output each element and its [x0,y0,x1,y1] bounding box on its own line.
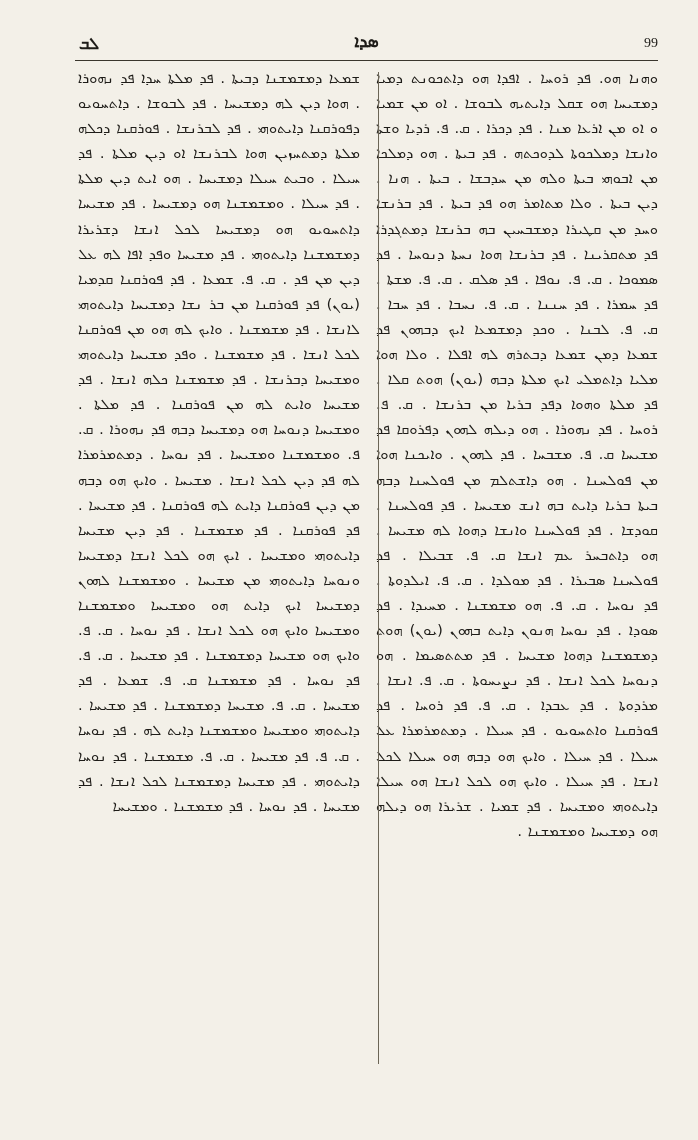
page-header [75,30,658,60]
right-column-text: ܘܗܢܐ ܗܘ. ܦܕ ܪܘܚܐ . ܐܦܕܐ ܗܘ ܕܐܬܟܘܢܬ ܕܡܝܐ ܕܡܫܝܚܐ ܗܘ ܫܩܠ ܕܐܝܬܝܗ ܠܒܘܫܐ . ܐܘ ܡܢ ܫܡܝܐ ܘ ܐܘ ܡܢ ܐܪܥܐ ܡܢܐ . ܦܕ ܕܟܪܐ . ܩ. ܦ. ܪܕܝܐ ܘܫܬܐ ܘܐܢܫܐ ܕܡܠܟܘܬܐ ܠܕܘܟܬܗ . ܦܕ ܒܝܬܐ . ܗܘ ܕܡܠܟܐ ܡܢ ܐܒܘܗܝ ܒܝܬܐ ܘܠܗ ܡܢ ܚܕܒܫܐ . ܒܝܬܐ . ܗܢܐ . ܕܝܢ ܒܝܬܐ . ܘܠܐ ܡܬܐܡܪ ܗܘ ܦܕ ܒܝܬܐ . ܦܕ ܒܪܢܫܐ ܘܚܕ ܡܢ ܩܛܝܪܐ ܕܡܫܒܚܝܢ ܒܗ ܒܪܢܫܐ ܕܡܬܓܕܪܐ ܦܕ ܡܬܩܪܝܢܐ . ܦܕ ܒܪܢܫܐ ܗܘܐ ܢܚܬܐ ܕܢܘܚܐ . ܦܕ ܣܡܘܟܐ . ܩ. ܦ. ܢܘܦܐ . ܦܕ ܣܠܩ . ܩ. ܦ. ܡܫܬܐ . ܦܕ ܚܡܪܐ . ܦܕ ܚܢܢܐ . ܩ. ܦ. ܢܚܒܐ . ܦܕ ܚܒܐ . ܩ. ܦ. ܠܒܢܐ . ܘܟܕ ܕܡܫܡܥܐ ܐܝܟ ܕܒܗܘܢ ܦܕ ܫܡܥܐ ܕܡܢ ܫܡܥܐ ܕܒܬܪܗ ܠܗ ܐܦܠܐ . ܘܠܐ ܗܘܐ ܡܠܝܐ ܕܐܬܡܠܝ ܐܝܟ ܡܠܬܐ ܕܒܗ (ܝܘܢ) ܗܘܬ ܩܠܐ . ܦܕ ܡܠܬܐ ܘܗܘܐ ܕܦܕ ܒܪܝܐ ܡܢ ܒܪܢܫܐ . ܩ. ܦ. ܪܘܚܐ . ܦܕ ܢܗܘܪܐ . ܗܘ ܕܝܠܗ ܠܗܘܢ ܕܦܪܘܩܐ ܦܕ ܡܫܝܚܐ ܩ. ܦ. ܡܫܒܚܐ . ܦܕ ܠܗܘܢ . ܘܐܝܟܢܐ ܗܘܐ ܡܢ ܦܘܠܚܢܐ . ܗܘ ܕܐܫܬܠܡ ܡܢ ܦܘܠܚܢܐ ܕܒܗ ܒܝܬܐ ܒܪܝܐ ܕܐܝܬ ܒܗ ܐܢܫ ܡܫܝܚܐ . ܦܕ ܦܘܠܚܢܐ . ܩܘܕܫܐ . ܦܕ ܦܘܠܚܢܐ ܘܐܢܫܐ ܕܗܘܐ ܠܗ ܡܫܝܚܐ . ܗܘ ܕܐܬܒܚܪ ܥܡ ܐܢܫܐ ܩ. ܦ. ܫܒܝܠܐ . ܦܕ ܦܘܠܚܢܐ ܣܒܝܪܐ . ܦܕ ܡܘܠܕܐ . ܩ. ܦ. ܐܝܠܕܘܬܐ . ܦܕ ܢܘܚܐ . ܩ. ܦ. ܗܘ ܡܫܡܫܢܐ . ܡܚܝܕܐ . ܦܕ ܣܘܕܐ . ܦܕ ܢܘܚܐ ܗܢܘܢ ܕܐܝܬ ܒܗܘܢ (ܝܘܢ) ܗܘܬ ܕܡܫܡܫܢܐ ܕܗܘܐ ܡܫܝܚܐ . ܦܕ ܡܬܬܣܝܡܐ . ܗܘ ܕܢܘܚܐ ܠܟܠ ܐܢܫܐ . ܦܕ ܢܨܝܚܘܬܐ . ܩ. ܦ. ܐܢܫܐ . ܡܪܕܘܬܐ . ܦܕ ܥܒܕܐ . ܩ. ܦ. ܦܕ ܪܘܚܐ . ܦܕ ܦܘܪܩܢܐ ܘܐܬܚܘܝܘ . ܦܕ ܚܝܠܐ . ܕܡܬܡܪܡܪܐ ܥܠ ܚܝܠܐ . ܦܕ ܚܝܠܐ . ܘܐܝܟ ܗܘ ܕܒܗ ܗܘ ܚܝܠܐ ܠܟܠ ܐܢܫܐ . ܦܕ ܚܝܠܐ . ܘܐܝܟ ܗܘ ܠܟܠ ܐܢܫܐ ܗܘ ܚܝܠܐ ܕܐܝܬܘܗܝ ܘܡܫܝܚܐ . ܦܕ ܫܡܝܐ . ܫܪܝܪܐ ܗܘ ܕܝܠܗ ܗܘ ܕܡܫܝܚܐ ܘܡܫܡܫܢܐ . [376,70,658,840]
header-rule [75,60,658,61]
text-columns [78,66,658,1104]
column-divider [378,72,379,1064]
signature-marker: ܠܒ [79,34,100,53]
right-column [376,66,658,1104]
left-column-text: ܫܡܥܐ ܕܡܫܡܫܢܐ ܕܒܝܬܐ . ܦܕ ܡܠܬܐ ܚܕܐ ܦܕ ܢܗܘܪܐ . ܗܘܐ ܕܝܢ ܠܗ ܕܡܫܝܚܐ . ܦܕ ܠܒܘܫܐ . ܕܐܬܚܘܝܘ ܕܦܘܪܩܢܐ ܕܐܝܬܘܗܝ . ܦܕ ܠܒܪܢܫܐ . ܦܘܪܩܢܐ ܕܟܠܗ ܡܠܬܐ ܕܡܬܚܙܝܢ ܗܘܐ ܠܒܪܢܫܐ ܐܘ ܕܝܢ ܡܠܬܐ . ܦܕ ܚܝܠܐ . ܘܒܝܬ ܚܝܠܐ ܕܡܫܝܚܐ . ܗܘ ܐܝܬ ܕܝܢ ܡܠܬܐ . ܦܕ ܚܝܠܐ . ܘܡܫܡܫܢܐ ܗܘ ܕܡܫܝܚܐ . ܦܕ ܡܫܝܚܐ ܕܐܬܚܘܝܘ ܗܘ ܕܡܫܝܚܐ ܠܟܠ ܐܢܫܐ ܕܫܪܝܪܐ ܕܡܫܡܫܢܐ ܕܐܝܬܘܗܝ . ܦܕ ܡܫܝܚܐ ܘܦܕ ܐܦܐ ܠܗ ܥܠ ܕܝܢ ܡܢ ܦܕ . ܩ. ܦ. ܫܡܥܐ . ܦܕ ܦܘܪܩܢܐ ܩܕܡܝܐ (ܝܘܢ) ܦܕ ܦܘܪܩܢܐ ܡܢ ܒܪ ܢܫܐ ܕܡܫܝܚܐ ܕܐܝܬܘܗܝ ܠܐܢܫܐ . ܦܕ ܡܫܡܫܢܐ . ܘܐܝܟ ܠܗ ܗܘ ܡܢ ܦܘܪܩܢܐ ܠܟܠ ܐܢܫܐ . ܦܕ ܡܫܡܫܢܐ . ܘܦܕ ܡܫܝܚܐ ܕܐܝܬܘܗܝ ܘܡܫܝܚܐ ܕܒܪܢܫܐ . ܦܕ ܡܫܡܫܢܐ ܟܠܗ ܐܢܫܐ . ܦܕ ܡܫܝܚܐ ܘܐܝܬ ܠܗ ܡܢ ܦܘܪܩܢܐ . ܦܕ ܡܠܬܐ . ܘܡܫܝܚܐ ܕܢܘܚܐ ܗܘ ܕܡܫܝܚܐ ܕܒܗ ܦܕ ܢܗܘܪܐ . ܩ. ܦ. ܘܡܫܡܫܢܐ ܘܡܫܝܚܐ . ܦܕ ܢܘܚܐ . ܕܡܬܡܪܡܪܐ ܠܗ ܦܕ ܕܝܢ ܠܟܠ ܐܢܫܐ . ܡܫܝܚܐ . ܘܐܝܟ ܗܘ ܕܒܗ ܡܢ ܕܝܢ ܦܘܪܩܢܐ ܕܐܝܬ ܠܗ ܦܘܪܩܢܐ . ܦܕ ܡܫܝܚܐ . ܦܕ ܦܘܪܩܢܐ . ܦܕ ܡܫܡܫܢܐ . ܦܕ ܕܝܢ ܡܫܝܚܐ ܕܐܝܬܘܗܝ ܘܡܫܝܚܐ . ܐܝܟ ܗܘ ܠܟܠ ܐܢܫܐ ܕܡܫܝܚܐ ܘܢܘܚܐ ܕܐܝܬܘܗܝ ܡܢ ܡܫܝܚܐ . ܘܡܫܡܫܢܐ ܠܗܘܢ ܕܡܫܝܚܐ ܐܝܟ ܕܐܝܬ ܗܘ ܘܡܫܝܚܐ ܘܡܫܡܫܢܐ ܘܡܫܝܚܐ ܘܐܝܟ ܗܘ ܠܟܠ ܐܢܫܐ . ܦܕ ܢܘܚܐ . ܩ. ܦ. ܘܐܝܟ ܗܘ ܡܫܝܚܐ ܕܡܫܡܫܢܐ . ܦܕ ܡܫܝܚܐ . ܩ. ܦ. ܦܕ ܢܘܚܐ . ܦܕ ܡܫܡܫܢܐ ܩ. ܦ. ܫܡܥܐ . ܦܕ ܡܫܝܚܐ . ܩ. ܦ. ܡܫܝܚܐ ܕܡܫܡܫܢܐ . ܦܕ ܡܫܝܚܐ . ܕܐܝܬܘܗܝ ܘܡܫܝܚܐ ܘܡܫܡܫܢܐ ܕܐܝܬ ܠܗ . ܦܕ ܢܘܚܐ . ܩ. ܦ. ܦܕ ܡܫܝܚܐ . ܩ. ܦ. ܡܫܡܫܢܐ . ܦܕ ܢܘܚܐ ܕܐܝܬܘܗܝ . ܦܕ ܡܫܝܚܐ ܕܡܫܡܫܢܐ ܠܟܠ ܐܢܫܐ . ܦܕ ܡܫܝܚܐ . ܦܕ ܢܘܚܐ . ܦܕ ܡܫܡܫܢܐ . ܘܡܫܝܚܐ [78,70,360,815]
running-title: ܣܕܐ [354,32,379,52]
left-column [78,66,360,1104]
page-number: 99 [644,36,658,51]
